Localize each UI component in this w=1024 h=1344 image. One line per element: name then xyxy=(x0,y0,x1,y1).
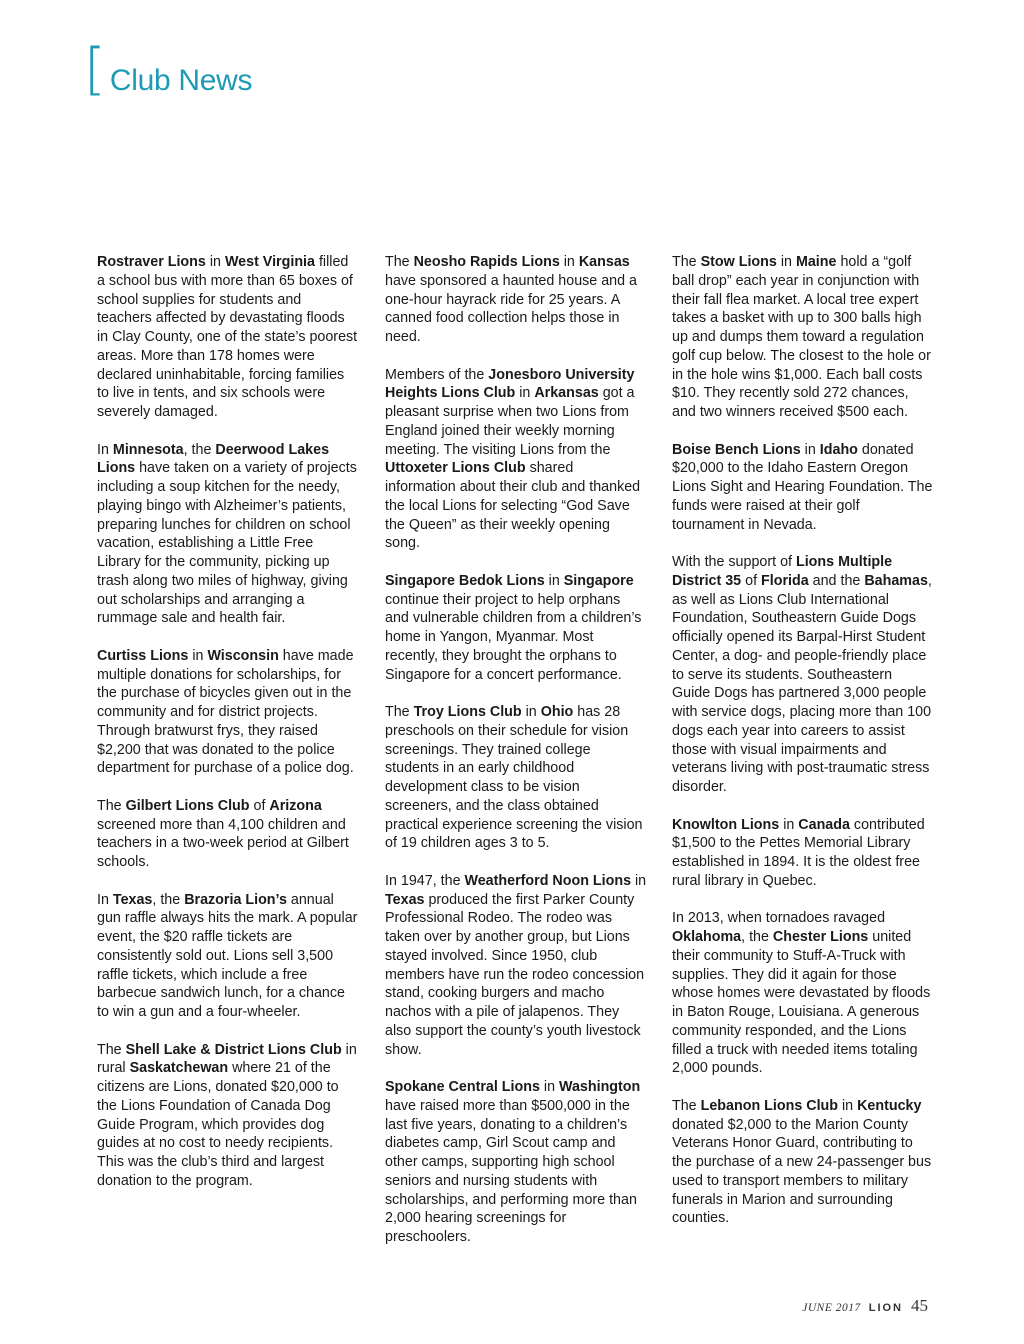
article-highlight: Kansas xyxy=(578,254,630,270)
article-highlight: Brazoria Lion’s xyxy=(184,891,287,908)
article-highlight: Canada xyxy=(798,816,850,833)
article-highlight: Bahamas xyxy=(864,572,928,589)
article-highlight: Florida xyxy=(761,572,809,589)
article-lebanon xyxy=(672,1097,934,1228)
article-brazoria xyxy=(97,891,359,1022)
article-spokane xyxy=(385,1078,647,1247)
article-text: , the xyxy=(152,891,185,908)
article-text: of xyxy=(249,797,270,814)
article-text: in xyxy=(631,872,647,889)
article-text: The xyxy=(672,254,701,270)
section-title: Club News xyxy=(109,64,253,97)
article-highlight: Weatherford Noon Lions xyxy=(464,872,632,889)
article-highlight: Rostraver Lions xyxy=(97,254,206,270)
column-2 xyxy=(385,253,647,1266)
article-text: In 1947, the xyxy=(385,872,465,889)
article-text: of xyxy=(741,572,762,589)
column-1 xyxy=(97,253,359,1209)
article-text: , the xyxy=(741,929,773,945)
article-boise xyxy=(672,441,934,535)
article-highlight: Singapore Bedok Lions xyxy=(385,572,545,589)
article-text: produced the first Parker County Professional Rodeo. The rodeo was taken over by another group, but Lions stayed involved. Since 1950, club members have run the rodeo concession stand, cooking burgers and macho nachos with a pile of jalapenos. They also support the county’s youth livestock show. xyxy=(385,891,645,1058)
article-text: where 21 of the citizens are Lions, donated $20,000 to the Lions Foundation of Canada Dog Guide Program, which provides dog guides at no cost to needy recipients. This was the club’s third and largest donation to the program. xyxy=(97,1060,339,1189)
article-chester xyxy=(672,909,934,1078)
article-highlight: Minnesota xyxy=(112,441,184,458)
article-text: has 28 preschools on their schedule for vision screenings. They trained college students in an early childhood development class to be vision screeners, and the class obtained practical experience screening the vision of 19 children ages 3 to 5. xyxy=(385,704,643,852)
article-text: filled a school bus with more than 65 boxes of school supplies for students and teachers affected by devastating floods in Clay County, one of the state’s poorest areas. More than 178 homes were declared uninhabitable, forcing families to live in tents, and six schools were severely damaged. xyxy=(97,254,358,420)
article-text: screened more than 4,100 children and teachers in a two-week period at Gilbert schools. xyxy=(97,816,349,870)
article-highlight: Knowlton Lions xyxy=(672,816,780,833)
article-text: in xyxy=(838,1097,858,1114)
article-highlight: Oklahoma xyxy=(672,929,742,945)
article-text: in xyxy=(779,816,799,833)
article-curtiss xyxy=(97,647,359,778)
page-footer xyxy=(802,1296,928,1316)
article-text: In 2013, when tornadoes ravaged xyxy=(672,910,886,927)
article-knowlton xyxy=(672,816,934,891)
article-text: in xyxy=(800,441,820,458)
article-highlight: Gilbert Lions Club xyxy=(125,797,250,814)
article-highlight: Neosho Rapids Lions xyxy=(413,254,560,270)
article-text: have made multiple donations for scholarships, for the purchase of bicycles given out in the community and for district projects. Through bratwurst frys, they raised $2,200 that was donated to the police department for purchase of a police dog. xyxy=(97,647,354,777)
section-header xyxy=(84,37,253,104)
article-neosho xyxy=(385,253,647,347)
article-text: continue their project to help orphans and vulnerable children from a children’s home in Yangon, Myanmar. Most recently, they brought the orphans to Singapore for a concert performance. xyxy=(385,591,642,683)
article-highlight: Arkansas xyxy=(534,385,599,402)
article-highlight: Ohio xyxy=(540,704,574,720)
article-troy xyxy=(385,703,647,853)
article-highlight: Spokane Central Lions xyxy=(385,1079,540,1095)
article-highlight: Boise Bench Lions xyxy=(672,441,801,458)
article-text: , as well as Lions Club International Foundation, Southeastern Guide Dogs officially opened its Barpal-Hirst Student Center, a dog- and people-friendly place to serve its students. Southeastern Guide Dogs has partnered 3,000 people with service dogs, placing more than 100 dogs each year into careers to assist those with visual impairments and veterans living with post-traumatic stress disorder. xyxy=(672,572,932,795)
article-highlight: Curtiss Lions xyxy=(97,647,189,664)
article-highlight: Singapore xyxy=(563,572,634,589)
article-text: In xyxy=(97,441,113,458)
article-text: in xyxy=(544,572,564,589)
article-text: in rural xyxy=(97,1041,357,1077)
article-highlight: Texas xyxy=(385,891,425,908)
article-text: annual gun raffle always hits the mark. A popular event, the $20 raffle tickets are consistently sold out. Lions sell 3,500 raffle tickets, which include a free barbecue sandwich lunch, for a chance to win a gun and a four-wheeler. xyxy=(97,891,358,1020)
article-text: got a pleasant surprise when two Lions from England joined their weekly morning meeting. The visiting Lions from the xyxy=(385,385,635,458)
article-singapore xyxy=(385,572,647,685)
article-text: and the xyxy=(808,572,865,589)
article-text: in xyxy=(188,647,208,664)
article-jonesboro xyxy=(385,366,647,554)
article-text: in xyxy=(559,254,579,270)
article-text: in xyxy=(539,1079,559,1095)
article-text: in xyxy=(521,704,541,720)
article-text: donated $20,000 to the Idaho Eastern Oregon Lions Sight and Hearing Foundation. The funds were raised at their golf tournament in Nevada. xyxy=(672,441,933,533)
article-highlight: Stow Lions xyxy=(700,254,777,270)
article-highlight: Wisconsin xyxy=(207,647,279,664)
article-highlight: Chester Lions xyxy=(772,929,869,945)
article-weatherford xyxy=(385,872,647,1060)
article-text: The xyxy=(385,254,414,270)
article-text: united their community to Stuff-A-Truck with supplies. They did it again for those whose homes were devastated by floods in Baton Rouge, Louisiana. A generous community responded, and the Lions filled a truck with needed items totaling 2,000 pounds. xyxy=(672,929,931,1077)
article-highlight: Kentucky xyxy=(857,1097,922,1114)
article-text: With the support of xyxy=(672,554,796,570)
article-gilbert xyxy=(97,797,359,872)
article-text: The xyxy=(97,1041,126,1058)
issue-date: JUNE 2017 xyxy=(802,1302,861,1314)
article-stow xyxy=(672,253,934,422)
page-number: 45 xyxy=(911,1296,928,1315)
article-text: The xyxy=(672,1097,701,1114)
article-text: have taken on a variety of projects including a soup kitchen for the needy, playing bingo with Alzheimer’s patients, preparing lunches for children on school vacation, establishing a Little Free Library for the community, picking up trash along two miles of highway, giving out scholarships and arranging a rummage sale and health fair. xyxy=(97,460,357,627)
article-deerwood xyxy=(97,441,359,629)
article-text: hold a “golf ball drop” each year in conjunction with their fall flea market. A local tree expert takes a basket with up to 300 balls high up and dumps them toward a regulation golf cup below. The closest to the hole or in the hole wins $1,000. Each ball costs $10. They recently sold 272 chances, and two winners received $500 each. xyxy=(672,254,931,420)
article-text: contributed $1,500 to the Pettes Memorial Library established in 1894. It is the oldest free rural library in Quebec. xyxy=(672,816,925,889)
header-bracket: [ xyxy=(84,37,106,102)
article-md35 xyxy=(672,553,934,797)
article-highlight: Washington xyxy=(559,1079,641,1095)
article-highlight: Jonesboro University Heights Lions Club xyxy=(385,366,635,402)
article-text: in xyxy=(205,254,225,270)
article-text: In xyxy=(97,891,113,908)
article-text: in xyxy=(515,385,535,402)
article-highlight: Arizona xyxy=(269,797,322,814)
article-highlight: Lebanon Lions Club xyxy=(700,1097,839,1114)
article-highlight: Texas xyxy=(112,891,153,908)
article-text: Members of the xyxy=(385,366,489,383)
article-text: The xyxy=(385,704,414,720)
article-text: shared information about their club and thanked the local Lions for selecting “God Save the Queen” as their weekly opening song. xyxy=(385,460,641,552)
article-text: , the xyxy=(183,441,216,458)
article-text: have sponsored a haunted house and a one-hour hayrack ride for 25 years. A canned food collection helps those in need. xyxy=(385,272,637,345)
article-highlight: Idaho xyxy=(819,441,858,458)
article-highlight: Maine xyxy=(795,254,837,270)
article-text: donated $2,000 to the Marion County Veterans Honor Guard, contributing to the purchase of a new 24-passenger bus used to transport members to military funerals in Marion and surrounding counties. xyxy=(672,1116,932,1227)
article-highlight: Saskatchewan xyxy=(129,1060,229,1077)
magazine-name: LION xyxy=(868,1302,903,1314)
article-text: have raised more than $500,000 in the last five years, donating to a children’s diabetes camp, Girl Scout camp and other camps, supporting high school seniors and nursing students with scholarships, and performing more than 2,000 hearing screenings for preschoolers. xyxy=(385,1097,637,1245)
article-rostraver xyxy=(97,253,359,422)
article-highlight: Uttoxeter Lions Club xyxy=(385,460,526,477)
article-highlight: West Virginia xyxy=(224,254,315,270)
article-text: in xyxy=(776,254,796,270)
article-highlight: Shell Lake & District Lions Club xyxy=(125,1041,342,1058)
article-highlight: Lions Multiple District 35 xyxy=(672,554,893,589)
article-highlight: Deerwood Lakes Lions xyxy=(97,441,330,477)
article-highlight: Troy Lions Club xyxy=(413,704,522,720)
column-3 xyxy=(672,253,934,1247)
article-shell-lake xyxy=(97,1041,359,1191)
article-text: The xyxy=(97,797,126,814)
